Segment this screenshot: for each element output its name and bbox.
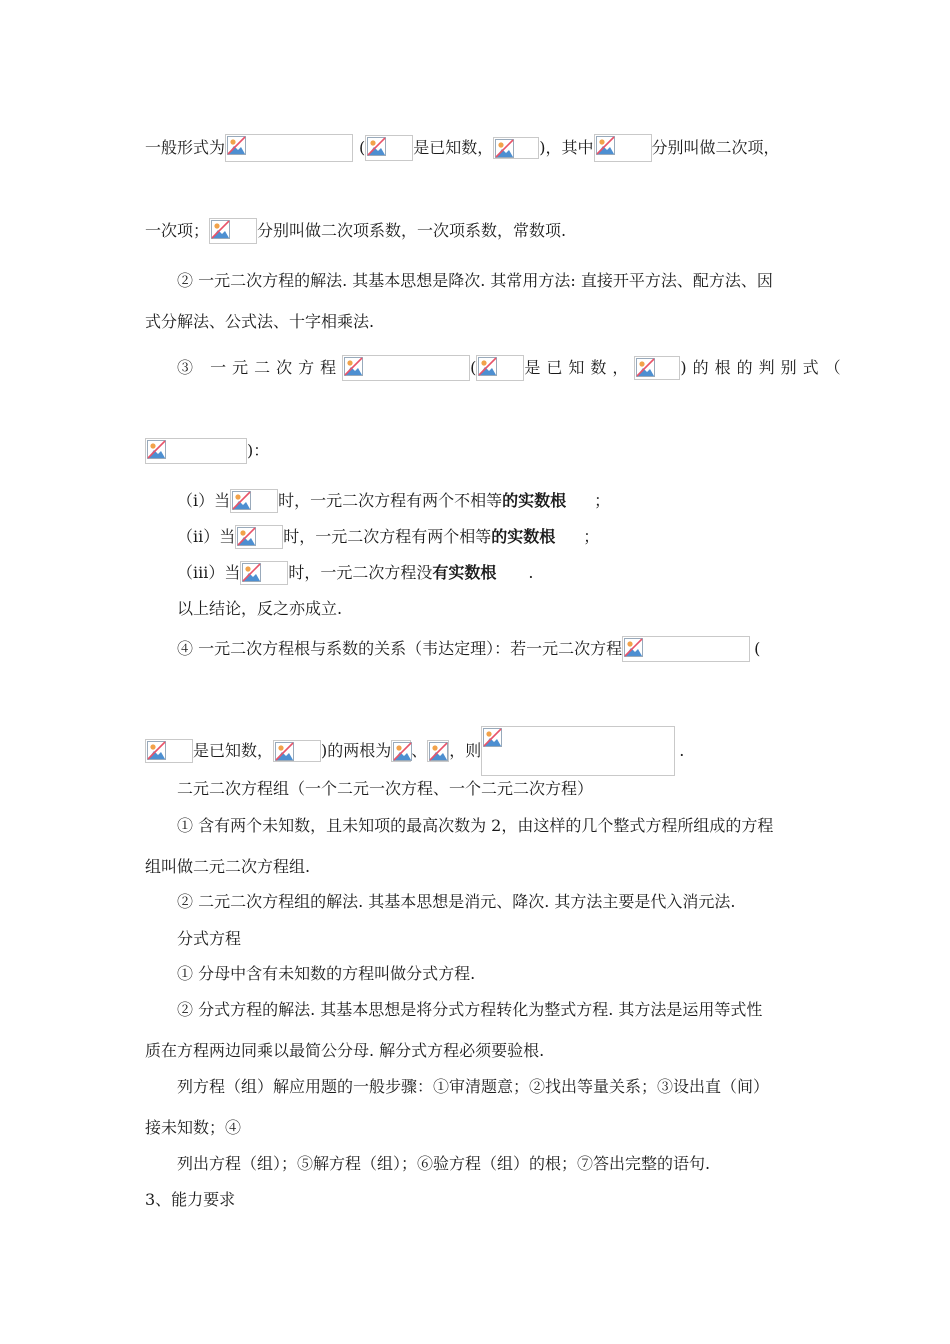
- text: (: [754, 639, 761, 658]
- text: 质在方程两边同乘以最简公分母. 解分式方程必须要验根.: [145, 1040, 545, 1060]
- text: 列出方程（组）；⑤解方程（组）；⑥验方程（组）的根；⑦答出完整的语句.: [177, 1153, 711, 1173]
- text: 时，一元二次方程没: [288, 563, 433, 582]
- section-binary-quadratic-title: [177, 778, 593, 799]
- formula-image-terms: [594, 134, 652, 162]
- text: 二元二次方程组（一个二元一次方程、一个二元二次方程）: [177, 778, 594, 798]
- section-fractional-item1: [177, 963, 475, 984]
- text: 、: [411, 741, 428, 760]
- formula-image-equation: [342, 355, 470, 381]
- formula-image-a-nonzero: [493, 137, 539, 159]
- text: )：: [247, 441, 270, 460]
- text: 一般形式为: [145, 138, 226, 157]
- para-general-form: [145, 134, 780, 162]
- text: ② 二元二次方程组的解法. 其基本思想是消元、降次. 其方法主要是代入消元法.: [177, 891, 736, 911]
- text: ① 分母中含有未知数的方程叫做分式方程.: [177, 963, 476, 983]
- text: 列方程（组）解应用题的一般步骤：①审清题意；②找出等量关系；③设出直（间）: [177, 1076, 770, 1096]
- text: ，则: [449, 741, 482, 760]
- text: 分别叫做二次项，: [651, 138, 780, 157]
- text: 式分解法、公式法、十字相乘法.: [145, 311, 375, 331]
- text: 分别叫做二次项系数，一次项系数，常数项.: [257, 221, 567, 240]
- heading-ability-requirements: [145, 1189, 235, 1210]
- text: (: [359, 138, 366, 157]
- formula-image-coefficients: [476, 355, 524, 381]
- text: ② 分式方程的解法. 其基本思想是将分式方程转化为整式方程. 其方法是运用等式性: [177, 999, 763, 1019]
- broken-image-icon: [237, 527, 256, 546]
- item-vieta-formula-line: [145, 726, 684, 776]
- text: （ⅲ）当: [177, 563, 241, 582]
- section-binary-quadratic-item1-line1: [177, 815, 773, 836]
- text: ③ 一元二次方程: [177, 358, 343, 377]
- item-solving-methods-line2: [145, 311, 374, 332]
- text: 接未知数；④: [145, 1117, 242, 1137]
- broken-image-icon: [636, 358, 655, 377]
- broken-image-icon: [242, 563, 261, 582]
- text: 以上结论，反之亦成立.: [177, 598, 343, 618]
- text: 的实数根: [491, 527, 556, 546]
- text: .: [528, 563, 534, 582]
- broken-image-icon: [232, 491, 251, 510]
- formula-image-root-x1: [391, 740, 411, 762]
- formula-image-coefficients: [365, 135, 413, 161]
- broken-image-icon: [211, 220, 230, 239]
- broken-image-icon: [483, 728, 502, 747]
- broken-image-icon: [429, 742, 448, 761]
- text: )，其中: [539, 138, 594, 157]
- steps-line1: [177, 1076, 769, 1097]
- para-coefficients: [145, 218, 566, 244]
- item-solving-methods-line1: [177, 270, 773, 291]
- broken-image-icon: [478, 357, 497, 376]
- converse-statement: [177, 598, 342, 619]
- text: )的两根为: [321, 741, 392, 760]
- text: 时，一元二次方程有两个相等: [283, 527, 492, 546]
- item-discriminant-formula: [145, 438, 269, 464]
- section-binary-quadratic-item1-line2: [145, 856, 310, 877]
- text: (: [470, 358, 477, 377]
- formula-image-delta-positive: [230, 489, 278, 513]
- broken-image-icon: [147, 741, 166, 760]
- formula-image-abc: [209, 218, 257, 244]
- text: （ⅰ）当: [177, 491, 231, 510]
- formula-image-coefficients: [145, 739, 193, 763]
- text: ① 含有两个未知数，且未知项的最高次数为 2，由这样的几个整式方程所组成的方程: [177, 815, 774, 835]
- section-fractional-item2-line1: [177, 999, 762, 1020]
- text: 是已知数，: [193, 741, 274, 760]
- text: （ⅱ）当: [177, 527, 236, 546]
- section-binary-quadratic-item2: [177, 891, 736, 912]
- text: 一次项；: [145, 221, 210, 240]
- formula-image-delta-zero: [235, 525, 283, 549]
- broken-image-icon: [367, 137, 386, 156]
- text: 有实数根: [432, 563, 497, 582]
- section-fractional-title: [177, 928, 241, 949]
- section-fractional-item2-line2: [145, 1040, 544, 1061]
- formula-image-general-form: [225, 134, 353, 162]
- formula-image-discriminant: [145, 438, 247, 464]
- broken-image-icon: [344, 357, 363, 376]
- item-discriminant: [177, 355, 847, 381]
- text: 时，一元二次方程有两个不相等: [278, 491, 503, 510]
- item-vieta: [177, 636, 760, 662]
- case-two-distinct-roots: [177, 489, 610, 513]
- broken-image-icon: [596, 136, 615, 155]
- text: ；: [583, 527, 600, 546]
- text: ② 一元二次方程的解法. 其基本思想是降次. 其常用方法: 直接开平方法、配方法、因: [177, 270, 773, 290]
- text: 3、能力要求: [145, 1189, 236, 1209]
- text: 的实数根: [502, 491, 567, 510]
- text: .: [679, 741, 685, 760]
- broken-image-icon: [227, 136, 246, 155]
- text: )的根的判别式（: [680, 358, 847, 377]
- text: 分式方程: [177, 928, 242, 948]
- broken-image-icon: [624, 638, 643, 657]
- steps-line3: [177, 1153, 710, 1174]
- text: ；: [594, 491, 611, 510]
- formula-image-equation: [622, 636, 750, 662]
- formula-image-root-x2: [427, 740, 449, 762]
- broken-image-icon: [393, 742, 412, 761]
- text: 是已知数，: [413, 138, 494, 157]
- text: ④ 一元二次方程根与系数的关系（韦达定理）：若一元二次方程: [177, 639, 623, 658]
- steps-line2: [145, 1117, 241, 1138]
- broken-image-icon: [147, 440, 166, 459]
- text: 组叫做二元二次方程组.: [145, 856, 311, 876]
- case-no-real-roots: [177, 561, 533, 585]
- formula-image-delta-negative: [240, 561, 288, 585]
- text: 是已知数，: [524, 358, 635, 377]
- formula-image-a-nonzero: [273, 740, 321, 762]
- formula-image-a-nonzero: [634, 356, 680, 380]
- formula-image-vieta: [481, 726, 675, 776]
- broken-image-icon: [495, 139, 514, 158]
- broken-image-icon: [275, 742, 294, 761]
- case-two-equal-roots: [177, 525, 599, 549]
